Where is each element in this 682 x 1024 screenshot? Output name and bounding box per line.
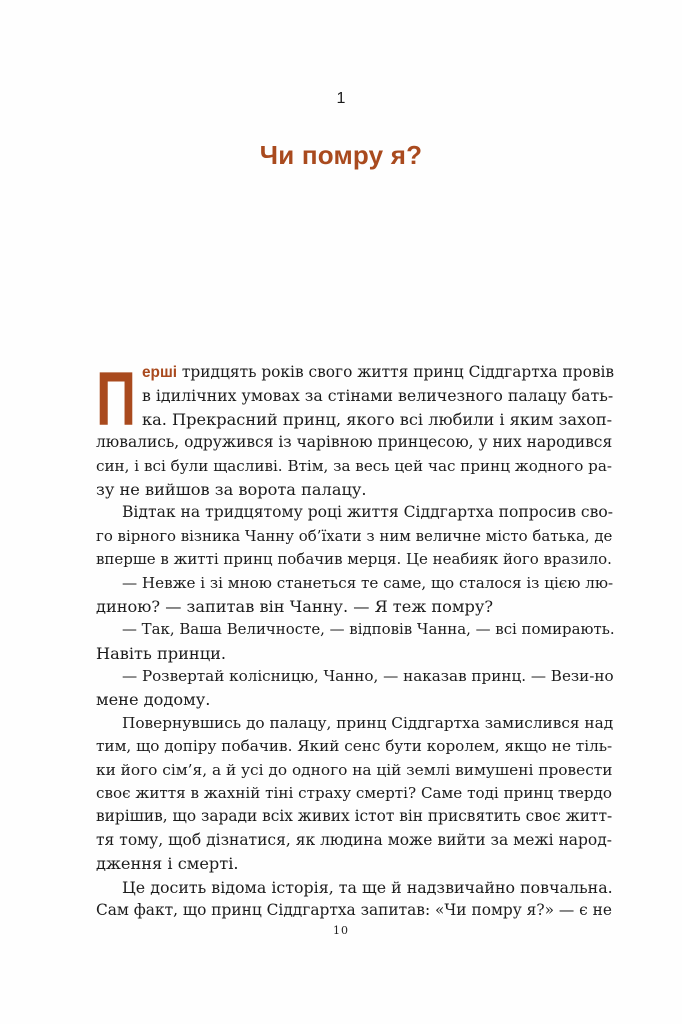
- chapter-number: 1: [336, 90, 346, 107]
- text-line: лювались, одружився із чарівною принцесою, у них народився: [96, 433, 613, 452]
- text-line: вперше в житті принц побачив мерця. Це неабияк його вразило.: [96, 550, 612, 569]
- lead-in-word: ерші: [142, 364, 178, 381]
- text-line: тим, що допіру побачив. Який сенс бути королем, якщо не тіль-: [96, 737, 613, 756]
- paragraph-6: [96, 712, 612, 876]
- text-line: вирішив, що заради всіх живих істот він присвятить своє житт-: [96, 807, 613, 826]
- paragraph-4: [96, 618, 615, 665]
- text-line: Відтак на тридцятому році життя Сіддгартха попросив сво-: [122, 503, 614, 522]
- text-line: зу не вийшов за ворота палацу.: [96, 479, 367, 499]
- text-line: — Невже і зі мною станеться те саме, що сталося із цією лю-: [122, 573, 614, 592]
- drop-cap-letter: [96, 357, 136, 442]
- text-line: тя тому, щоб дізнатися, як людина може вийти за межі народ-: [96, 830, 612, 849]
- chapter-title: Чи помру я?: [259, 140, 423, 170]
- text-line: ки його сім’я, а й усі до одного на цій землі вимушені провести: [96, 760, 613, 779]
- text-line: го вірного візника Чанну об’їхати з ним величне місто батька, де: [96, 526, 613, 545]
- text-line: — Розвертай колісницю, Чанно, — наказав принц. — Вези-но: [122, 667, 614, 686]
- chapter-body: [96, 357, 615, 922]
- text-line: дження і смерті.: [96, 854, 239, 874]
- paragraph-1: [96, 357, 615, 501]
- text-line: в ідилічних умовах за стінами величезного палацу бать-: [142, 386, 614, 406]
- text-line: ерші тридцять років свого життя принц Сіддгартха провів: [142, 363, 615, 381]
- page-number: 10: [333, 924, 349, 937]
- text-line: ка. Прекрасний принц, якого всі любили і яким захоп-: [142, 409, 613, 429]
- text-line: Повернувшись до палацу, принц Сіддгартха замислився над: [122, 713, 614, 732]
- text-line: син, і всі були щасливі. Втім, за весь цей час принц жодного ра-: [96, 456, 612, 475]
- text-line: мене додому.: [96, 690, 211, 710]
- paragraph-7: [96, 876, 612, 923]
- text-line: Сам факт, що принц Сіддгартха запитав: «Чи помру я?» — є не: [96, 900, 613, 919]
- text-line: Навіть принци.: [96, 643, 227, 663]
- text-line: — Так, Ваша Величносте, — відповів Чанна, — всі помирають.: [122, 620, 615, 639]
- paragraph-5: [96, 665, 612, 712]
- drop-cap-glyph: П: [96, 357, 136, 442]
- text-line: диною? — запитав він Чанну. — Я теж помру?: [96, 596, 494, 616]
- text-line: Це досить відома історія, та ще й надзвичайно повчальна.: [122, 877, 613, 897]
- paragraph-2: [96, 501, 612, 571]
- paragraph-3: [96, 572, 612, 619]
- text-line: своє життя в жахній тіні страху смерті? Саме тоді принц твердо: [96, 784, 612, 803]
